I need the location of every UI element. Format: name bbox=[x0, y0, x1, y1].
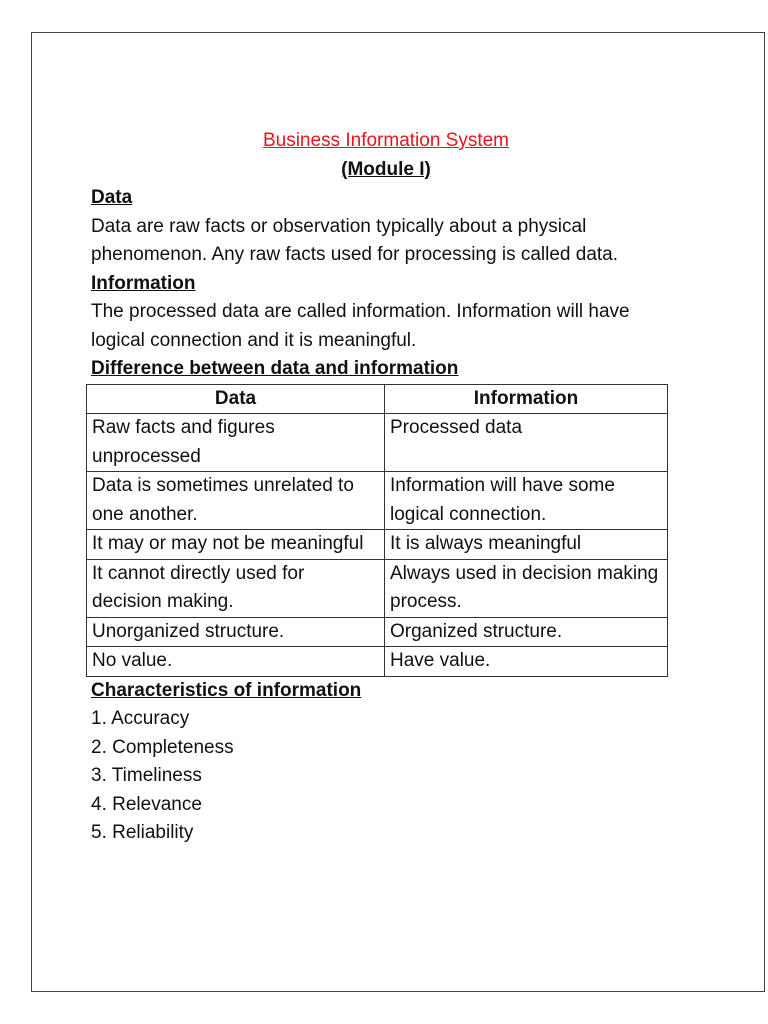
table-cell: It is always meaningful bbox=[385, 530, 668, 560]
difference-table bbox=[86, 384, 668, 677]
list-item: 4. Relevance bbox=[91, 793, 202, 815]
table-cell: Raw facts and figures unprocessed bbox=[87, 414, 385, 472]
table-cell: Information will have some logical connection. bbox=[385, 472, 668, 530]
table-cell: Data is sometimes unrelated to one another. bbox=[87, 472, 385, 530]
information-heading: Information bbox=[91, 272, 196, 294]
difference-heading: Difference between data and information bbox=[91, 358, 459, 379]
list-item: 2. Completeness bbox=[91, 736, 234, 758]
table-cell: No value. bbox=[87, 647, 385, 677]
list-item: 3. Timeliness bbox=[91, 765, 202, 786]
table-cell: Unorganized structure. bbox=[87, 617, 385, 647]
data-heading: Data bbox=[91, 187, 133, 208]
table-cell: Organized structure. bbox=[385, 617, 668, 647]
table-header-row bbox=[87, 384, 668, 414]
data-paragraph: Data are raw facts or observation typically about a physical phenomenon. Any raw facts used for processing is called data. bbox=[91, 215, 619, 265]
table-row bbox=[87, 559, 668, 617]
table-row bbox=[87, 472, 668, 530]
table-header-cell: Information bbox=[385, 384, 668, 414]
table-row bbox=[87, 647, 668, 677]
table-cell: It cannot directly used for decision making. bbox=[87, 559, 385, 617]
table-cell: Processed data bbox=[385, 414, 668, 472]
table-header-cell: Data bbox=[87, 384, 385, 414]
table-cell: It may or may not be meaningful bbox=[87, 530, 385, 560]
table-row bbox=[87, 617, 668, 647]
document-subtitle: (Module I) bbox=[341, 158, 431, 180]
document-page bbox=[31, 32, 765, 992]
characteristics-list bbox=[91, 705, 681, 848]
document-content bbox=[91, 127, 681, 848]
table-cell: Have value. bbox=[385, 647, 668, 677]
information-paragraph: The processed data are called information. Information will have logical connection and it is meaningful. bbox=[91, 301, 630, 351]
table-cell: Always used in decision making process. bbox=[385, 559, 668, 617]
characteristics-heading: Characteristics of information bbox=[91, 679, 362, 701]
list-item: 1. Accuracy bbox=[91, 708, 190, 729]
table-row bbox=[87, 530, 668, 560]
table-row bbox=[87, 414, 668, 472]
document-title: Business Information System bbox=[262, 130, 510, 151]
list-item: 5. Reliability bbox=[91, 822, 194, 843]
